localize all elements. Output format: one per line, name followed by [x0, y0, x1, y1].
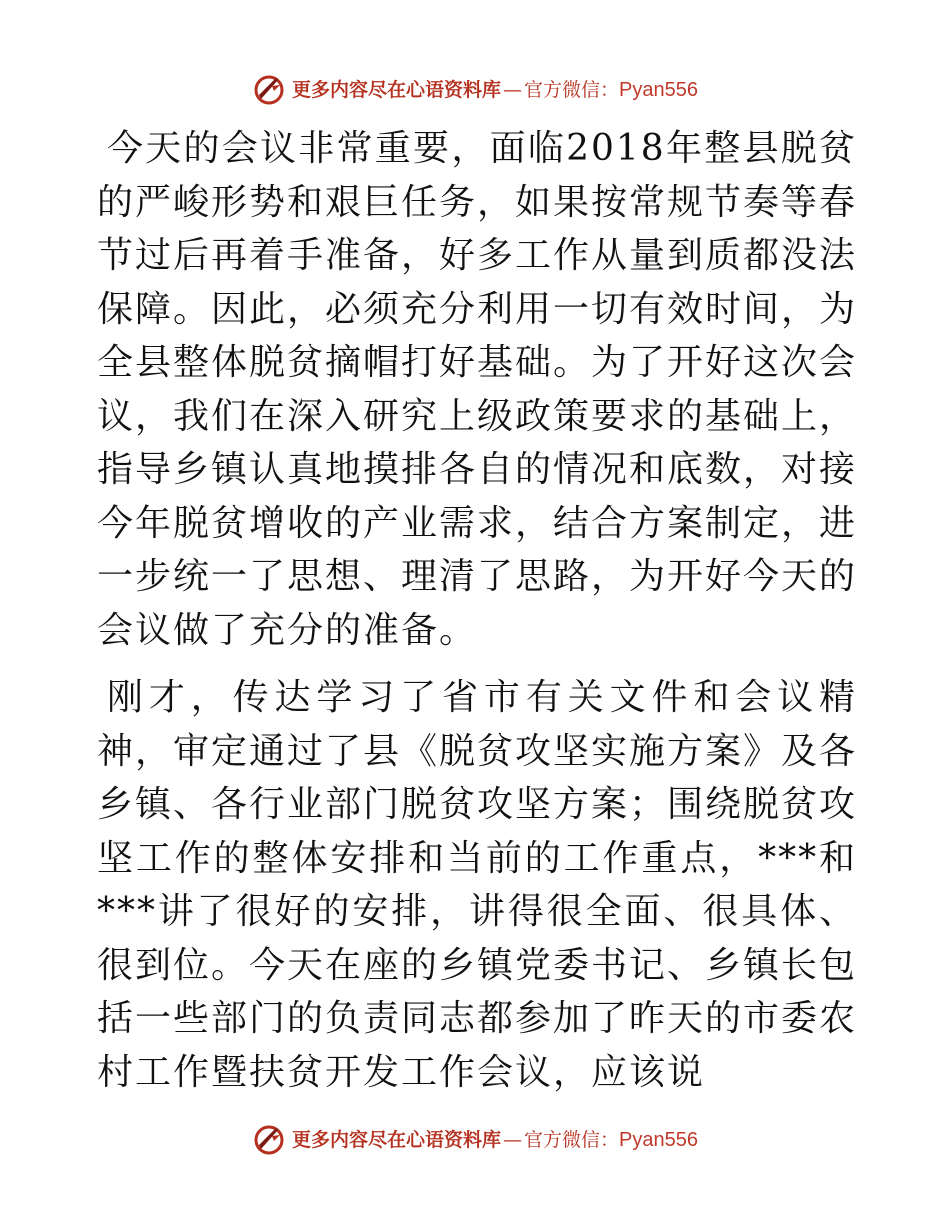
- quill-logo-icon: [252, 1123, 286, 1157]
- header-official-text: 官方微信：: [524, 78, 620, 101]
- document-body: [97, 122, 857, 1099]
- quill-logo-icon: [252, 73, 286, 107]
- paragraph-2: 刚才，传达学习了省市有关文件和会议精神，审定通过了县《脱贫攻坚实施方案》及各乡镇、各行业部门脱贫攻坚方案；围绕脱贫攻坚工作的整体安排和当前的工作重点，***和***讲了很好的安排，讲得很全面、很具体、很到位。今天在座的乡镇党委书记、乡镇长包括一些部门的负责同志都参加了昨天的市委农村工作暨扶贫开发工作会议，应该说: [97, 677, 858, 1093]
- header-banner: [0, 70, 950, 110]
- footer-banner: [0, 1120, 950, 1160]
- footer-dash: —: [503, 1128, 523, 1151]
- paragraph-1: 今天的会议非常重要，面临2018年整县脱贫的严峻形势和艰巨任务，如果按常规节奏等春节过后再着手准备，好多工作从量到质都没法保障。因此，必须充分利用一切有效时间，为全县整体脱贫摘帽打好基础。为了开好这次会议，我们在深入研究上级政策要求的基础上，指导乡镇认真地摸排各自的情况和底数，对接今年脱贫增收的产业需求，结合方案制定，进一步统一了思想、理清了思路，为开好今天的会议做了充分的准备。: [97, 128, 858, 651]
- header-wechat-id: Pyan556: [619, 79, 698, 101]
- footer-wechat-id: Pyan556: [619, 1129, 698, 1151]
- footer-site-text: 更多内容尽在心语资料库: [292, 1128, 502, 1151]
- header-dash: —: [503, 78, 523, 101]
- header-site-text: 更多内容尽在心语资料库: [292, 78, 502, 101]
- footer-official-text: 官方微信：: [524, 1128, 620, 1151]
- header-banner-text: [292, 80, 698, 100]
- footer-banner-text: [292, 1130, 698, 1150]
